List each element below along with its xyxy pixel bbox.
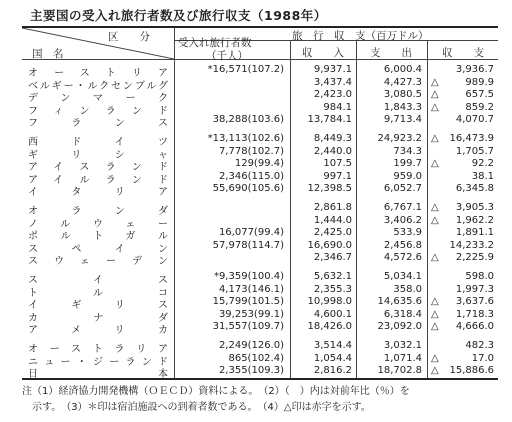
balance-value: 6,345.8 xyxy=(455,183,494,195)
country-name: イギリス xyxy=(28,300,168,312)
country-name: ポルトガル xyxy=(28,231,168,243)
arrivals-value: 55,690(105.6) xyxy=(212,183,284,195)
footnote-line-2: 示す。 （3）＊印は宿泊施設への到着者数である。 （4）△印は赤字を示す。 xyxy=(22,402,371,413)
expenditure-value: 4,572.6 xyxy=(383,252,422,264)
expenditure-value: 6,767.1 xyxy=(383,202,422,213)
table-row xyxy=(22,64,498,77)
receipts-value: 4,600.1 xyxy=(313,308,352,320)
balance-value: 3,905.3 xyxy=(455,202,494,213)
country-name: フランス xyxy=(28,118,168,130)
arrivals-value: 39,253(99.1) xyxy=(218,308,284,320)
table-row xyxy=(22,158,498,174)
balance-value: 92.2 xyxy=(471,158,494,170)
country-name: スイス xyxy=(28,275,168,286)
arrivals-value: *13,113(102.6) xyxy=(207,133,284,144)
expenditure-value: 3,032.1 xyxy=(383,340,422,351)
expenditure-value: 533.9 xyxy=(393,227,422,239)
header-bottom-rule xyxy=(22,59,498,60)
arrivals-value: 2,249(126.0) xyxy=(218,340,284,351)
expenditure-value: 4,427.3 xyxy=(383,76,422,88)
expenditure-value: 18,702.8 xyxy=(377,365,422,377)
header-arrivals: 受入れ旅行者数 xyxy=(178,37,252,49)
country-name: 日本 xyxy=(28,369,168,381)
receipts-value: 2,861.8 xyxy=(313,202,352,213)
receipts-value: 8,449.3 xyxy=(313,133,352,144)
balance-value: 1,997.3 xyxy=(455,283,494,295)
table-row xyxy=(22,296,498,312)
footnote-line-1: 注（1）経済協力開発機構（ＯＥＣＤ）資料による。 （2）（ ）内は対前年比（％）を xyxy=(22,386,410,397)
table-row xyxy=(22,252,498,268)
deficit-mark: △ xyxy=(431,101,439,113)
table-row xyxy=(22,227,498,243)
arrivals-value: 16,077(99.4) xyxy=(218,227,284,239)
balance-value: 4,070.7 xyxy=(455,114,494,126)
arrivals-value: *16,571(107.2) xyxy=(207,64,284,75)
table-row xyxy=(22,271,498,284)
expenditure-value: 6,000.4 xyxy=(383,64,422,75)
balance-value: 989.9 xyxy=(465,76,494,88)
table-row xyxy=(22,340,498,353)
balance-value: 1,718.3 xyxy=(455,308,494,320)
receipts-value: 2,440.0 xyxy=(313,145,352,157)
receipts-value: 107.5 xyxy=(323,158,352,170)
expenditure-value: 6,318.4 xyxy=(383,308,422,320)
balance-value: 482.3 xyxy=(465,340,494,351)
expenditure-value: 9,713.4 xyxy=(383,114,422,126)
table-row xyxy=(22,321,498,337)
header-kubun: 区 分 xyxy=(108,31,150,43)
receipts-value: 2,346.7 xyxy=(313,252,352,264)
balance-value: 17.0 xyxy=(471,352,494,364)
expenditure-value: 1,843.3 xyxy=(383,101,422,113)
table-row xyxy=(22,309,498,322)
country-name: スペイン xyxy=(28,243,168,255)
table-row xyxy=(22,284,498,297)
header-arrivals-unit: （千人） xyxy=(206,50,248,62)
table-row xyxy=(22,114,498,130)
country-name: オーストラリア xyxy=(28,344,168,355)
country-name: デンマーク xyxy=(28,93,168,105)
balance-value: 1,891.1 xyxy=(455,227,494,239)
receipts-value: 2,816.2 xyxy=(313,365,352,377)
deficit-mark: △ xyxy=(431,321,439,333)
balance-value: 3,936.7 xyxy=(455,64,494,75)
deficit-mark: △ xyxy=(431,158,439,170)
header-country: 国 名 xyxy=(32,48,64,60)
expenditure-value: 1,071.4 xyxy=(383,352,422,364)
arrivals-value: 31,557(109.7) xyxy=(212,321,284,333)
arrivals-value: 2,355(109.3) xyxy=(218,365,284,377)
deficit-mark: △ xyxy=(431,308,439,320)
balance-value: 598.0 xyxy=(465,271,494,282)
receipts-value: 997.1 xyxy=(323,170,352,182)
arrivals-value: 2,346(115.0) xyxy=(218,170,284,182)
table-row xyxy=(22,77,498,90)
arrivals-value: 38,288(103.6) xyxy=(212,114,284,126)
country-name: オランダ xyxy=(28,206,168,217)
receipts-value: 10,998.0 xyxy=(307,296,352,308)
header-receipts: 収 入 xyxy=(302,47,344,59)
country-name: ニュー・ジーランド xyxy=(28,356,168,368)
expenditure-value: 3,406.2 xyxy=(383,214,422,226)
expenditure-value: 959.0 xyxy=(393,170,422,182)
deficit-mark: △ xyxy=(431,365,439,377)
receipts-value: 1,054.4 xyxy=(313,352,352,364)
balance-value: 3,637.6 xyxy=(455,296,494,308)
country-name: フィンランド xyxy=(28,105,168,117)
country-name: スウェーデン xyxy=(28,256,168,268)
balance-value: 1,705.7 xyxy=(455,145,494,157)
deficit-mark: △ xyxy=(431,214,439,226)
arrivals-value: 15,799(101.5) xyxy=(212,296,284,308)
receipts-value: 5,632.1 xyxy=(313,271,352,282)
receipts-value: 3,514.4 xyxy=(313,340,352,351)
header-expenditure: 支 出 xyxy=(370,47,412,59)
deficit-mark: △ xyxy=(431,89,439,101)
deficit-mark: △ xyxy=(431,252,439,264)
travel-balance-table xyxy=(22,26,498,380)
receipts-value: 1,444.0 xyxy=(313,214,352,226)
deficit-mark: △ xyxy=(431,76,439,88)
deficit-mark: △ xyxy=(431,133,439,144)
receipts-value: 3,437.4 xyxy=(313,76,352,88)
table-row xyxy=(22,133,498,146)
table-row xyxy=(22,102,498,115)
expenditure-value: 6,052.7 xyxy=(383,183,422,195)
balance-value: 15,886.6 xyxy=(449,365,494,377)
country-name: 西ドイツ xyxy=(28,137,168,148)
receipts-value: 18,426.0 xyxy=(307,321,352,333)
table-row xyxy=(22,365,498,381)
balance-value: 657.5 xyxy=(465,89,494,101)
expenditure-value: 358.0 xyxy=(393,283,422,295)
country-name: トルコ xyxy=(28,287,168,299)
country-name: オーストリア xyxy=(28,68,168,79)
receipts-value: 2,423.0 xyxy=(313,89,352,101)
country-name: アイルランド xyxy=(28,174,168,186)
receipts-value: 16,690.0 xyxy=(307,239,352,251)
country-name: イタリア xyxy=(28,187,168,199)
country-name: アイスランド xyxy=(28,162,168,174)
receipts-value: 9,937.1 xyxy=(313,64,352,75)
header-balance: 収 支 xyxy=(442,47,484,59)
expenditure-value: 24,923.2 xyxy=(377,133,422,144)
arrivals-value: *9,359(100.4) xyxy=(213,271,284,282)
expenditure-value: 2,456.8 xyxy=(383,239,422,251)
expenditure-value: 14,635.6 xyxy=(377,296,422,308)
arrivals-value: 4,173(146.1) xyxy=(218,283,284,295)
header-balance-group: 旅 行 収 支（百万ドル） xyxy=(292,30,429,42)
deficit-mark: △ xyxy=(431,352,439,364)
table-row xyxy=(22,89,498,105)
balance-value: 859.2 xyxy=(465,101,494,113)
expenditure-value: 3,080.5 xyxy=(383,89,422,101)
balance-value: 4,666.0 xyxy=(455,321,494,333)
expenditure-value: 5,034.1 xyxy=(383,271,422,282)
country-name: ベルギー・ルクセンブルグ xyxy=(28,80,168,92)
expenditure-value: 734.3 xyxy=(393,145,422,157)
country-name: ギリシャ xyxy=(28,149,168,161)
arrivals-value: 57,978(114.7) xyxy=(212,239,284,251)
expenditure-value: 199.7 xyxy=(393,158,422,170)
table-row xyxy=(22,183,498,199)
receipts-value: 2,425.0 xyxy=(313,227,352,239)
balance-value: 38.1 xyxy=(471,170,494,182)
table-row xyxy=(22,171,498,184)
receipts-value: 13,784.1 xyxy=(307,114,352,126)
receipts-value: 12,398.5 xyxy=(307,183,352,195)
page-title: 主要国の受入れ旅行者数及び旅行収支（1988年） xyxy=(30,8,327,23)
country-name: ノルウェー xyxy=(28,218,168,230)
country-name: カナダ xyxy=(28,312,168,324)
arrivals-value: 7,778(102.7) xyxy=(218,145,284,157)
balance-value: 2,225.9 xyxy=(455,252,494,264)
balance-value: 1,962.2 xyxy=(455,214,494,226)
table-row xyxy=(22,240,498,253)
table-row xyxy=(22,202,498,215)
receipts-value: 2,355.3 xyxy=(313,283,352,295)
deficit-mark: △ xyxy=(431,296,439,308)
arrivals-value: 129(99.4) xyxy=(234,158,284,170)
balance-value: 16,473.9 xyxy=(449,133,494,144)
deficit-mark: △ xyxy=(431,202,439,213)
table-row xyxy=(22,215,498,228)
arrivals-value: 865(102.4) xyxy=(228,352,284,364)
country-name: アメリカ xyxy=(28,325,168,337)
balance-value: 14,233.2 xyxy=(449,239,494,251)
table-row xyxy=(22,353,498,366)
receipts-value: 984.1 xyxy=(323,101,352,113)
table-row xyxy=(22,146,498,159)
expenditure-value: 23,092.0 xyxy=(377,321,422,333)
